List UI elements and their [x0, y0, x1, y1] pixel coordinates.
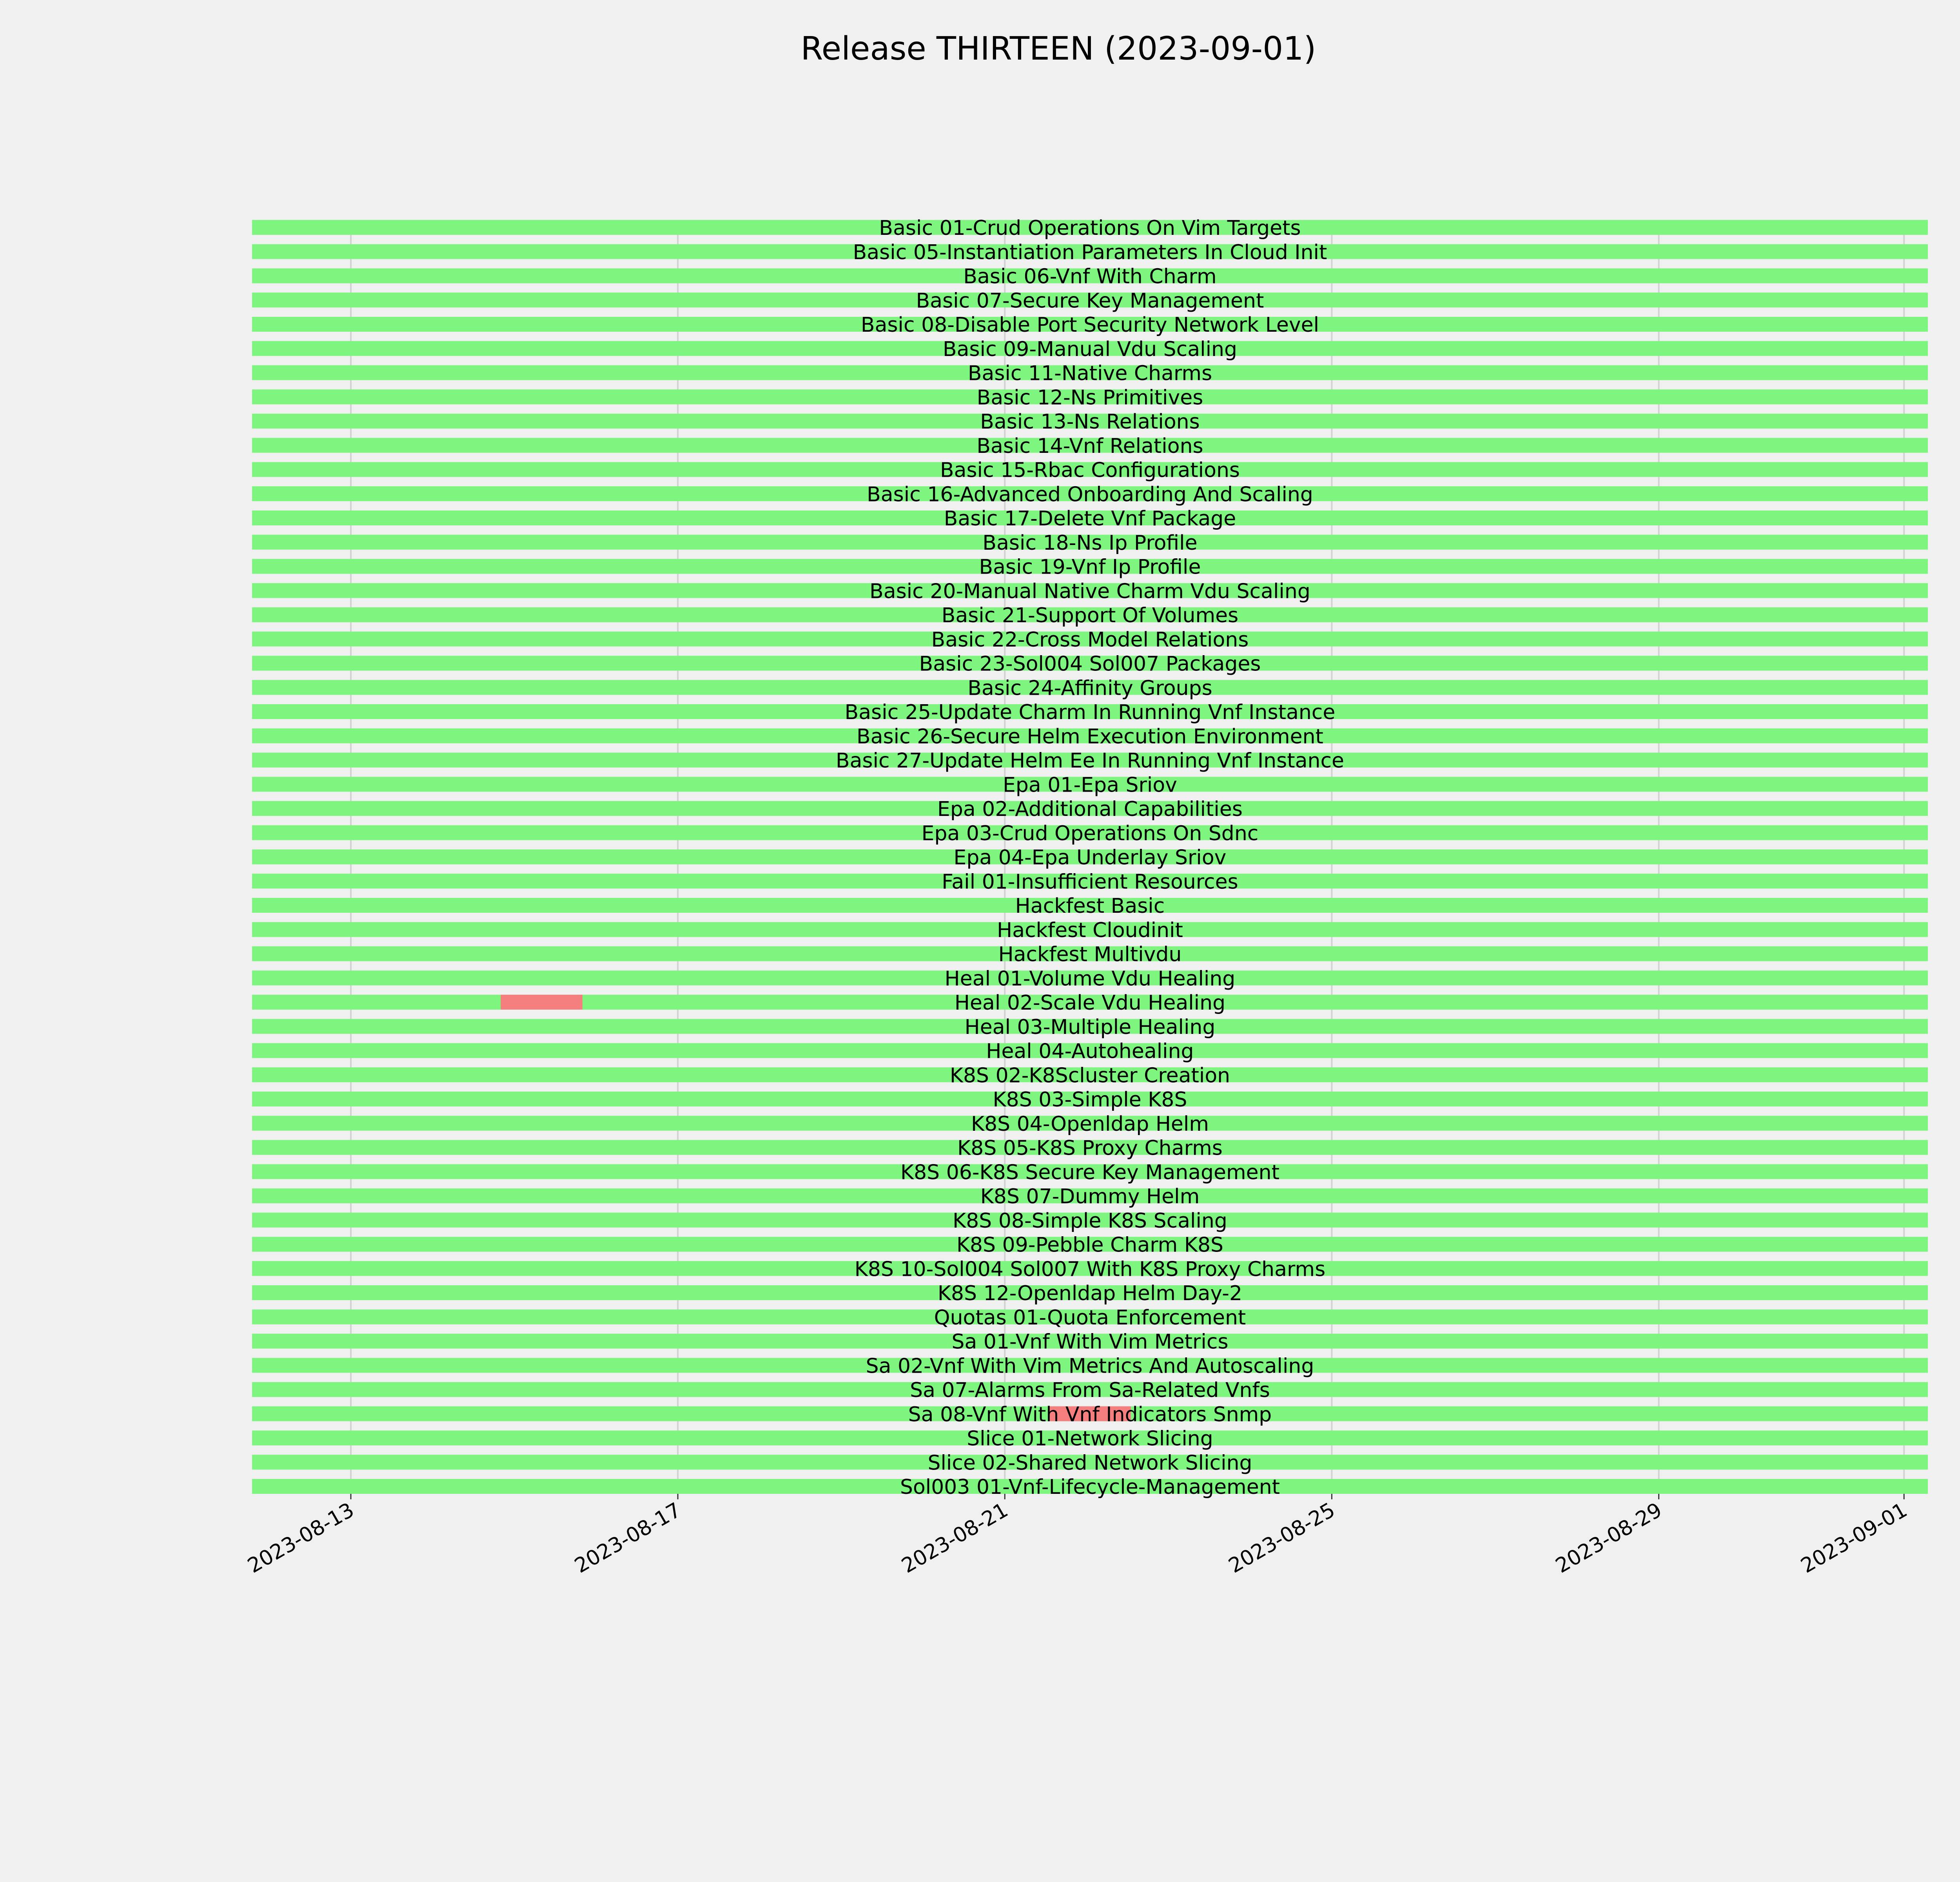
- test-label: Basic 09-Manual Vdu Scaling: [942, 337, 1238, 361]
- test-label: Sa 01-Vnf With Vim Metrics: [951, 1330, 1229, 1354]
- failure-segment: [501, 995, 583, 1010]
- test-label: Basic 05-Instantiation Parameters In Cloud Init: [853, 240, 1327, 264]
- test-label: Basic 17-Delete Vnf Package: [944, 507, 1236, 530]
- test-label: K8S 12-Openldap Helm Day-2: [937, 1282, 1243, 1305]
- test-label: Epa 02-Additional Capabilities: [937, 797, 1243, 821]
- test-label: Basic 25-Update Charm In Running Vnf Instance: [844, 701, 1336, 724]
- test-label: Epa 01-Epa Sriov: [1003, 773, 1177, 797]
- test-label: Basic 14-Vnf Relations: [976, 434, 1203, 458]
- test-label: Fail 01-Insufficient Resources: [942, 870, 1238, 894]
- test-label: Quotas 01-Quota Enforcement: [934, 1306, 1246, 1330]
- test-label: Hackfest Cloudinit: [997, 918, 1183, 942]
- test-label: Basic 18-Ns Ip Profile: [982, 531, 1198, 555]
- test-label: Basic 06-Vnf With Charm: [963, 265, 1217, 289]
- test-label: Basic 07-Secure Key Management: [916, 289, 1264, 313]
- test-label: Sa 02-Vnf With Vim Metrics And Autoscaling: [866, 1354, 1314, 1378]
- test-label: Heal 03-Multiple Healing: [964, 1015, 1216, 1039]
- test-label: Basic 27-Update Helm Ee In Running Vnf Instance: [835, 749, 1345, 773]
- test-label: Slice 02-Shared Network Slicing: [927, 1451, 1252, 1475]
- test-label: Basic 21-Support Of Volumes: [941, 604, 1239, 627]
- test-label: K8S 06-K8S Secure Key Management: [900, 1161, 1280, 1184]
- test-label: Basic 23-Sol004 Sol007 Packages: [919, 652, 1261, 676]
- test-label: K8S 10-Sol004 Sol007 With K8S Proxy Charms: [854, 1257, 1326, 1281]
- test-label: Heal 01-Volume Vdu Healing: [944, 967, 1236, 991]
- test-label: K8S 03-Simple K8S: [993, 1088, 1187, 1112]
- x-tick-label: 2023-08-25: [1225, 1498, 1339, 1578]
- x-tick-label: 2023-08-21: [898, 1498, 1012, 1578]
- x-tick-label: 2023-08-13: [243, 1498, 358, 1578]
- test-label: Hackfest Multivdu: [998, 943, 1182, 966]
- test-label: Basic 22-Cross Model Relations: [931, 628, 1249, 652]
- x-tick-label: 2023-09-01: [1797, 1498, 1911, 1578]
- test-label: Basic 20-Manual Native Charm Vdu Scaling: [869, 579, 1310, 603]
- test-label: K8S 04-Openldap Helm: [971, 1112, 1209, 1136]
- chart-title: Release THIRTEEN (2023-09-01): [800, 30, 1316, 67]
- test-label: Heal 02-Scale Vdu Healing: [954, 991, 1226, 1015]
- test-label: K8S 02-K8Scluster Creation: [949, 1064, 1230, 1088]
- test-label: K8S 09-Pebble Charm K8S: [956, 1233, 1224, 1257]
- test-label: Sol003 01-Vnf-Lifecycle-Management: [900, 1475, 1280, 1499]
- test-label: Epa 03-Crud Operations On Sdnc: [921, 821, 1259, 845]
- x-tick-label: 2023-08-17: [570, 1498, 685, 1578]
- test-label: Basic 01-Crud Operations On Vim Targets: [879, 216, 1301, 240]
- test-label: Basic 15-Rbac Configurations: [940, 458, 1240, 482]
- test-label: Hackfest Basic: [1015, 894, 1165, 918]
- test-label: Epa 04-Epa Underlay Sriov: [953, 846, 1227, 870]
- test-label: K8S 08-Simple K8S Scaling: [953, 1209, 1227, 1233]
- test-label: Basic 08-Disable Port Security Network Level: [860, 313, 1319, 337]
- test-label: Basic 11-Native Charms: [967, 362, 1212, 385]
- test-label: K8S 05-K8S Proxy Charms: [957, 1136, 1223, 1160]
- test-label: Basic 24-Affinity Groups: [967, 676, 1212, 700]
- test-label: Sa 08-Vnf With Vnf Indicators Snmp: [908, 1402, 1272, 1426]
- test-label: Basic 13-Ns Relations: [980, 410, 1200, 434]
- test-label: Sa 07-Alarms From Sa-Related Vnfs: [910, 1379, 1270, 1402]
- test-label: K8S 07-Dummy Helm: [980, 1185, 1200, 1208]
- test-label: Basic 12-Ns Primitives: [976, 386, 1203, 410]
- test-label: Heal 04-Autohealing: [986, 1039, 1194, 1063]
- test-label: Basic 16-Advanced Onboarding And Scaling: [867, 483, 1313, 507]
- test-label: Slice 01-Network Slicing: [967, 1427, 1213, 1451]
- test-label: Basic 26-Secure Helm Execution Environment: [857, 725, 1323, 748]
- test-label: Basic 19-Vnf Ip Profile: [979, 555, 1201, 579]
- x-tick-label: 2023-08-29: [1552, 1498, 1666, 1578]
